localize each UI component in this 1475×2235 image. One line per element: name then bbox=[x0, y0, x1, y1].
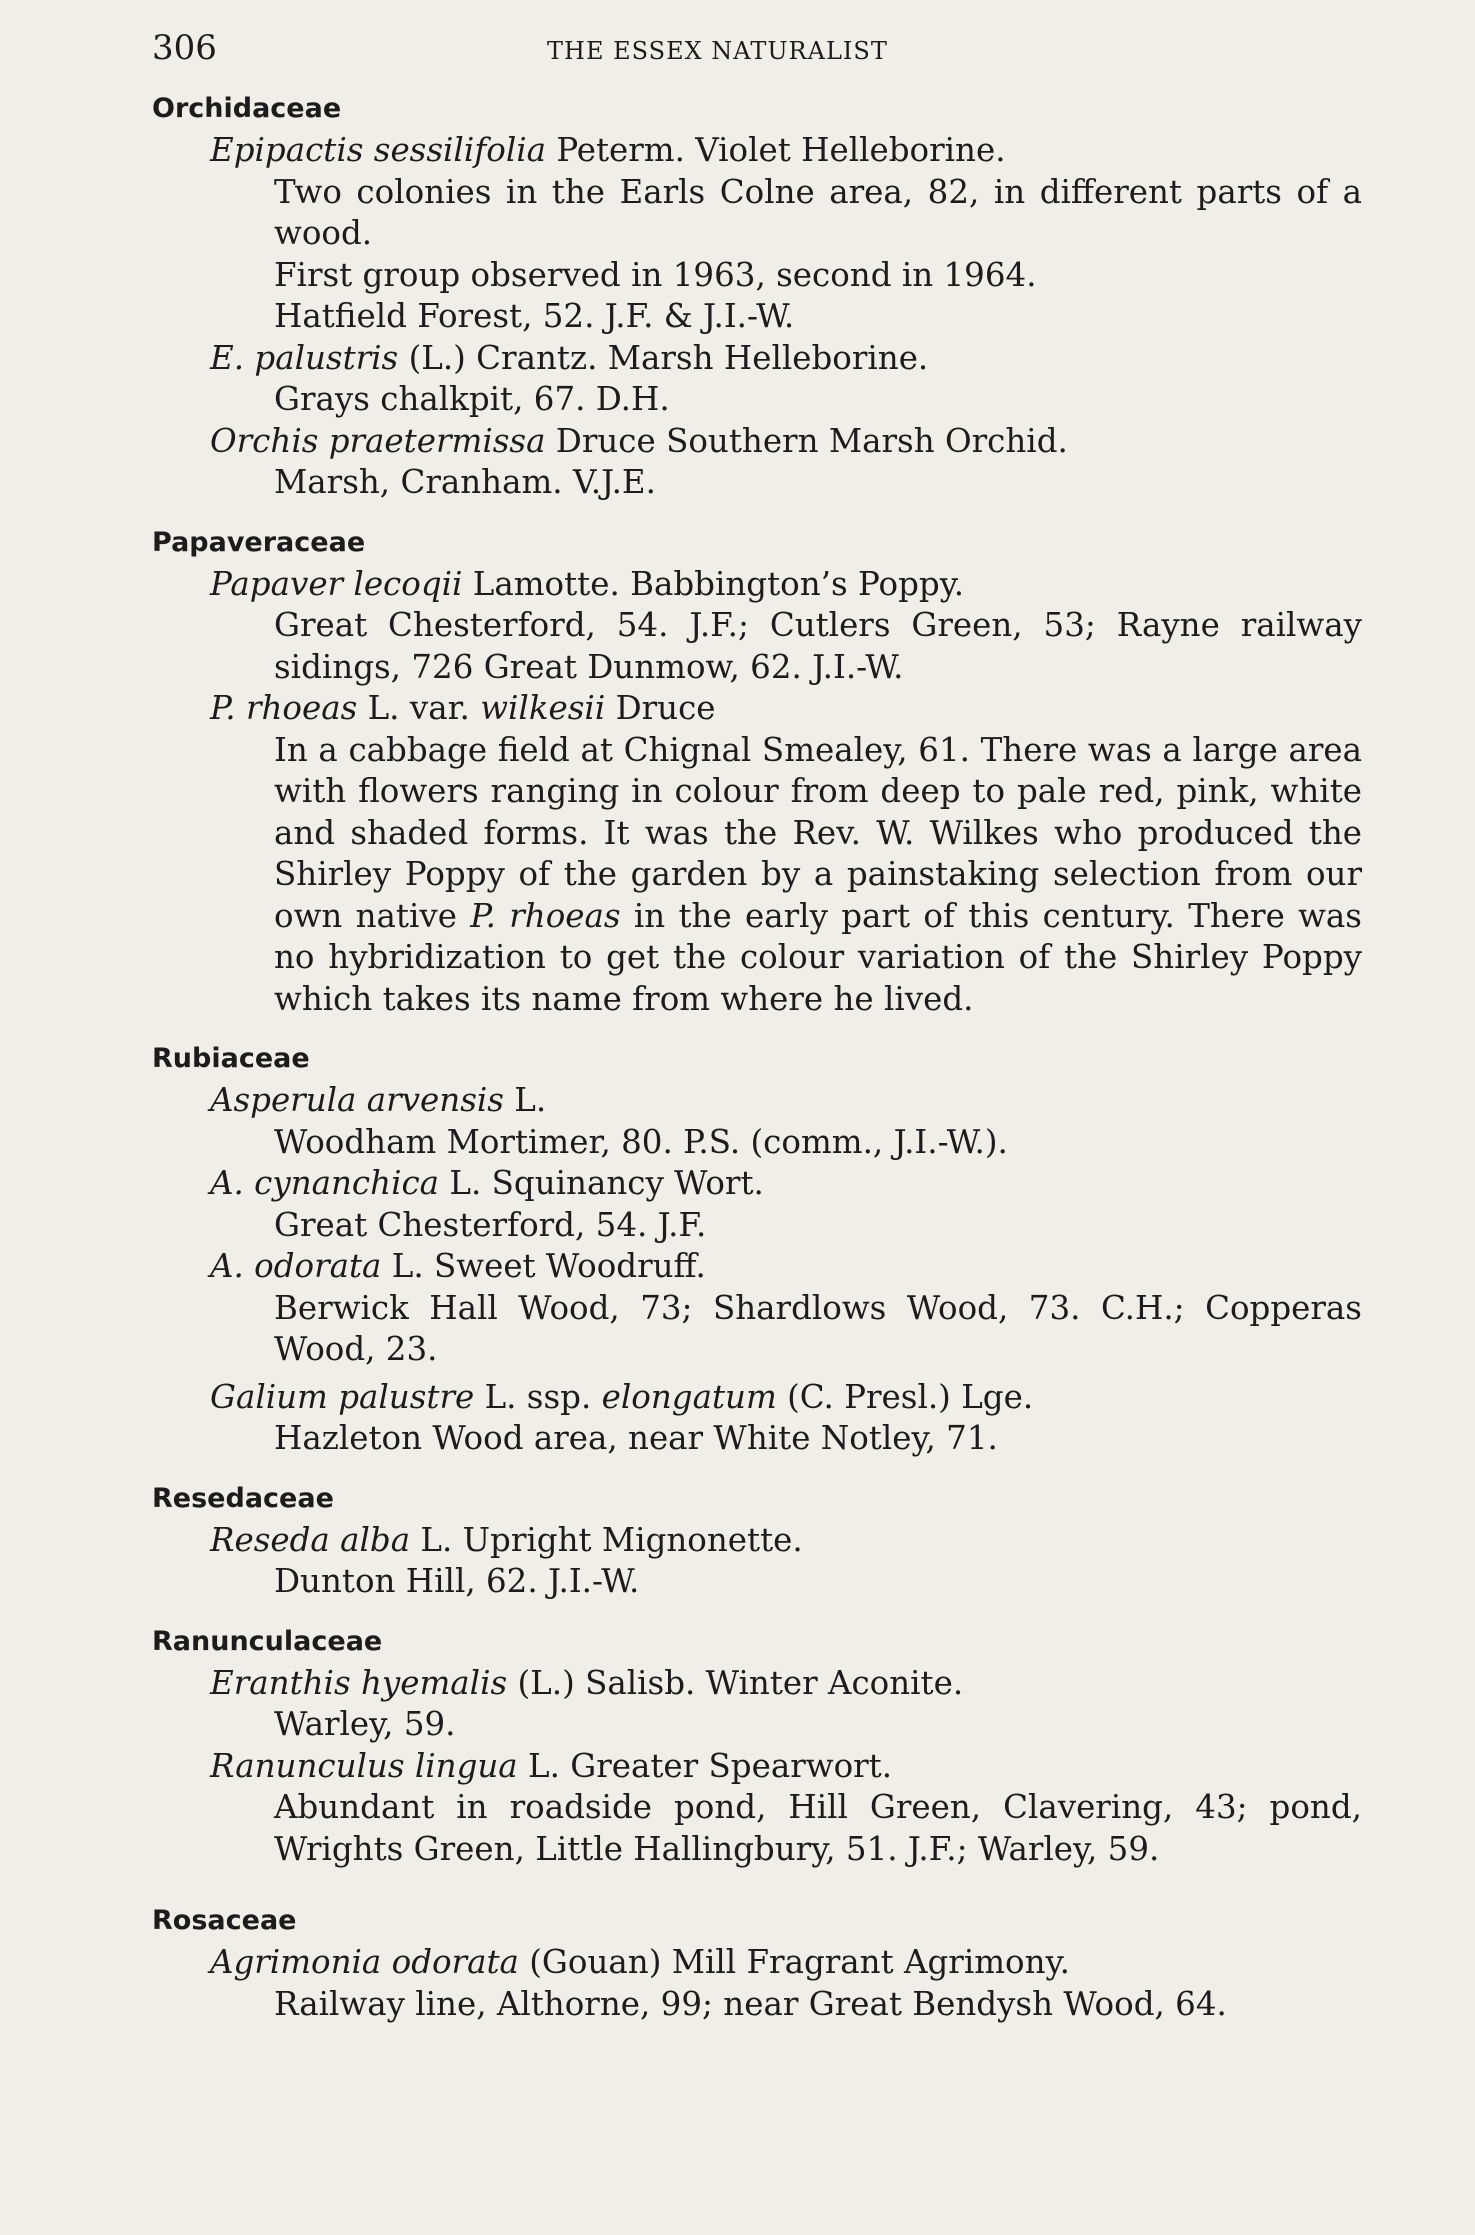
family-heading-resedaceae: Resedaceae bbox=[152, 1482, 334, 1514]
species-authority: L. Sweet Woodruff. bbox=[381, 1247, 706, 1285]
species-entry bbox=[152, 1942, 1362, 1984]
species-note: Railway line, Althorne, 99; near Great Bendysh Wood, 64. bbox=[274, 1984, 1227, 2023]
species-name: Galium palustre bbox=[210, 1377, 475, 1416]
species-name: Papaver lecoqii bbox=[210, 564, 463, 603]
species-authority: (L.) Crantz. Marsh Helleborine. bbox=[398, 338, 929, 377]
species-authority: (Gouan) Mill Fragrant Agrimony. bbox=[518, 1943, 1070, 1981]
species-note: Great Chesterford, 54. J.F. bbox=[274, 1205, 707, 1244]
species-name: Eranthis hyemalis bbox=[210, 1663, 508, 1702]
species-note: First group observed in 1963, second in 1964. bbox=[274, 255, 1037, 294]
subspecies-name: elongatum bbox=[601, 1377, 777, 1416]
note-text: In a cabbage field at Chignal Smealey, 61. There was a large area with flowers ranging in colour from deep to pale red, pink, white and shaded forms. It was the Rev. W. Wilkes who produced the Shirley Poppy of the garden by a painstaking selection from our own native bbox=[274, 730, 1362, 935]
species-authority: Peterm. Violet Helleborine. bbox=[545, 131, 1006, 169]
species-name: A. cynanchica bbox=[210, 1164, 440, 1202]
species-note: Hazleton Wood area, near White Notley, 71. bbox=[274, 1419, 998, 1457]
species-note: Abundant in roadside pond, Hill Green, Clavering, 43; pond, Wrights Green, Little Hallingbury, 51. J.F.; Warley, 59. bbox=[274, 1788, 1362, 1868]
species-entry bbox=[152, 421, 1362, 463]
species-name: E. palustris bbox=[210, 338, 399, 377]
species-authority: L. Squinancy Wort. bbox=[439, 1164, 764, 1202]
species-note: Warley, 59. bbox=[274, 1705, 456, 1743]
species-note: Hatfield Forest, 52. J.F. & J.I.-W. bbox=[274, 297, 795, 335]
species-entry bbox=[152, 1663, 1362, 1705]
family-heading-rosaceae: Rosaceae bbox=[152, 1905, 297, 1936]
species-authority: Druce bbox=[605, 689, 716, 727]
note-text: in the early part of this century. There was no hybridization to get the colour variation of the Shirley Poppy which takes its name from where he lived. bbox=[274, 896, 1362, 1018]
species-variety-label: L. var. bbox=[357, 689, 481, 727]
species-name: P. rhoeas bbox=[210, 689, 358, 727]
species-name: A. odorata bbox=[210, 1247, 382, 1285]
species-list bbox=[152, 92, 1362, 2025]
family-heading-papaveraceae: Papaveraceae bbox=[152, 526, 366, 558]
species-subspecies-label: L. ssp. bbox=[474, 1377, 602, 1416]
species-entry bbox=[152, 338, 1362, 380]
species-entry bbox=[152, 1080, 1362, 1122]
species-authority: Lamotte. Babbington’s Poppy. bbox=[462, 564, 965, 603]
species-entry bbox=[152, 688, 1362, 730]
species-note bbox=[152, 730, 1362, 1021]
species-authority: Druce Southern Marsh Orchid. bbox=[545, 421, 1068, 460]
species-authority: (L.) Salisb. Winter Aconite. bbox=[507, 1663, 964, 1702]
species-note: Great Chesterford, 54. J.F.; Cutlers Green, 53; Rayne railway sidings, 726 Great Dunmow, 62. J.I.-W. bbox=[274, 606, 1362, 686]
family-heading-orchidaceae: Orchidaceae bbox=[152, 93, 342, 124]
species-name: Epipactis sessilifolia bbox=[210, 131, 546, 169]
journal-title: THE ESSEX NATURALIST bbox=[547, 37, 888, 65]
page-number: 306 bbox=[152, 28, 217, 68]
note-italic: P. rhoeas bbox=[470, 896, 621, 935]
species-note: Grays chalkpit, 67. D.H. bbox=[274, 380, 670, 418]
species-name: Orchis praetermissa bbox=[210, 421, 546, 460]
species-name: Agrimonia odorata bbox=[210, 1943, 519, 1981]
species-authority: L. bbox=[503, 1081, 547, 1119]
family-heading-rubiaceae: Rubiaceae bbox=[152, 1043, 310, 1074]
species-note: Berwick Hall Wood, 73; Shardlows Wood, 73. C.H.; Copperas Wood, 23. bbox=[274, 1288, 1362, 1368]
species-note: Dunton Hill, 62. J.I.-W. bbox=[274, 1562, 640, 1600]
species-entry bbox=[152, 564, 1362, 606]
species-name: Asperula arvensis bbox=[210, 1081, 504, 1119]
variety-name: wilkesii bbox=[480, 689, 606, 727]
species-entry bbox=[152, 1520, 1362, 1562]
species-note: Woodham Mortimer, 80. P.S. (comm., J.I.-W.). bbox=[274, 1122, 1008, 1161]
species-note: Marsh, Cranham. V.J.E. bbox=[274, 463, 656, 501]
species-authority: L. Greater Spearwort. bbox=[517, 1746, 893, 1785]
species-entry bbox=[152, 1377, 1362, 1419]
species-name: Ranunculus lingua bbox=[210, 1746, 518, 1785]
species-entry bbox=[152, 130, 1362, 172]
species-entry bbox=[152, 1246, 1362, 1288]
species-name: Reseda alba bbox=[210, 1520, 411, 1559]
family-heading-ranunculaceae: Ranunculaceae bbox=[152, 1625, 383, 1657]
species-entry bbox=[152, 1163, 1362, 1205]
species-authority: (C. Presl.) Lge. bbox=[776, 1377, 1034, 1416]
species-entry bbox=[152, 1746, 1362, 1788]
running-head bbox=[152, 28, 1372, 78]
species-authority: L. Upright Mignonette. bbox=[410, 1520, 803, 1559]
species-note: Two colonies in the Earls Colne area, 82, in different parts of a wood. bbox=[274, 172, 1362, 252]
